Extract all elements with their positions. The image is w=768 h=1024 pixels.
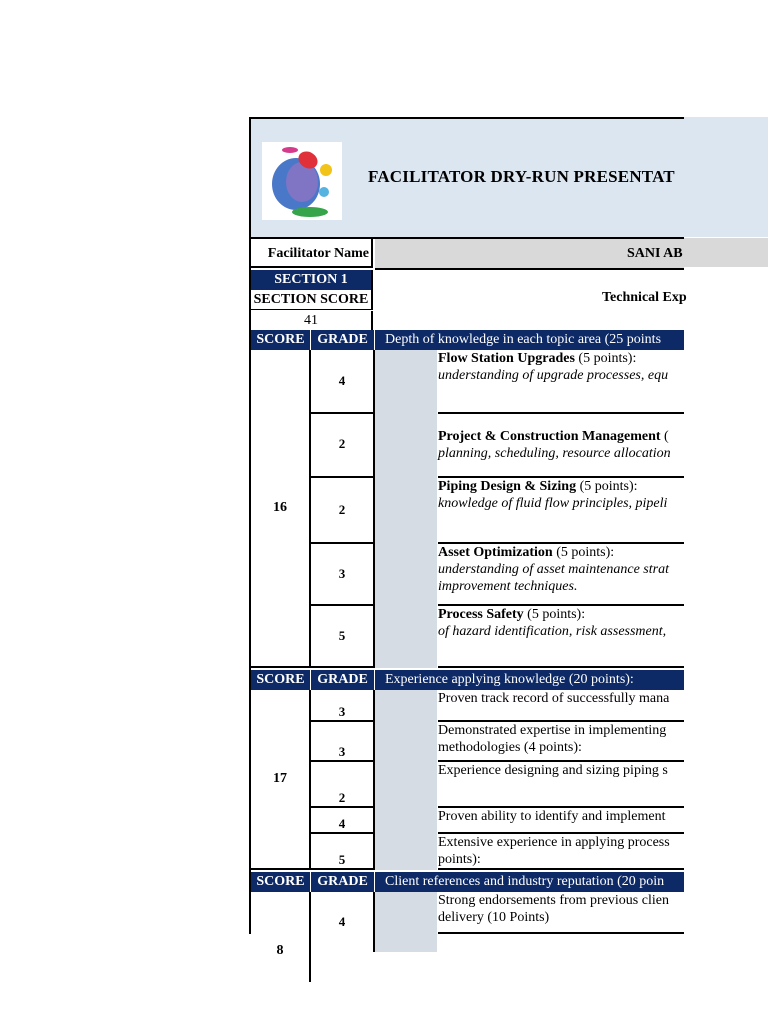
section-header: SECTION 1 [251, 270, 373, 290]
criterion-points: (5 points): [552, 545, 615, 560]
section-score-value: 41 [251, 311, 373, 330]
grade-cell: 4 [311, 350, 375, 414]
facilitator-name-cell [375, 239, 684, 270]
criterion-description: planning, scheduling, resource allocation [438, 446, 671, 461]
criterion-item [438, 544, 684, 606]
criterion-text: Demonstrated expertise in implementing [438, 723, 667, 738]
grade-cell: 5 [311, 606, 375, 668]
grey-column [375, 350, 437, 668]
grey-column [375, 690, 437, 870]
section-category-cell [375, 270, 687, 330]
criterion-description: of hazard identification, risk assessment, [438, 624, 667, 639]
grade-cell: 5 [311, 834, 375, 870]
criterion-item [438, 414, 684, 478]
scoresheet-document [249, 117, 687, 958]
criterion-name: Piping Design & Sizing [438, 479, 577, 494]
group-title: Depth of knowledge in each topic area (25 points [385, 332, 662, 347]
criterion-points: (5 points): [574, 351, 637, 366]
facilitator-name-value: SANI AB [627, 246, 683, 261]
criterion-text-cont: delivery (10 Points) [438, 910, 550, 925]
grade-cell: 2 [311, 414, 375, 478]
group-score: 16 [251, 350, 311, 668]
criterion-item [438, 762, 684, 808]
criterion-text: Proven track record of successfully mana [438, 691, 670, 706]
name-band-extension [682, 238, 768, 267]
grey-column [375, 892, 437, 952]
group-title: Experience applying knowledge (20 points): [385, 672, 634, 687]
criterion-name: Flow Station Upgrades [438, 351, 575, 366]
criterion-item [438, 690, 684, 722]
grade-cell: 3 [311, 722, 375, 762]
criterion-item [438, 350, 684, 414]
score-column-header: SCORE [251, 872, 311, 892]
grade-cell: 4 [311, 892, 375, 952]
grade-cell: 4 [311, 808, 375, 834]
criterion-text: Strong endorsements from previous clien [438, 893, 669, 908]
group-header-bar [251, 872, 684, 892]
document-title: FACILITATOR DRY-RUN PRESENTAT [368, 167, 675, 186]
grade-cell: 3 [311, 544, 375, 606]
criterion-name: Project & Construction Management [438, 429, 661, 444]
criterion-name: Process Safety [438, 607, 524, 622]
criterion-points: (5 points): [576, 479, 638, 494]
criterion-item [438, 478, 684, 544]
grade-column-header: GRADE [311, 670, 375, 690]
group-header-bar [251, 670, 684, 690]
group-score: 8 [251, 892, 311, 982]
criterion-description-cont: improvement techniques. [438, 579, 578, 594]
header-band-extension [682, 117, 768, 237]
criterion-points: (5 points): [523, 607, 586, 622]
section-score-label: SECTION SCORE [251, 290, 373, 310]
grade-cell: 2 [311, 762, 375, 808]
criterion-item [438, 834, 684, 870]
facilitator-name-label: Facilitator Name [251, 239, 373, 268]
criterion-text-cont: points): [438, 852, 481, 867]
criterion-description: understanding of asset maintenance strat [438, 562, 669, 577]
group-title: Client references and industry reputation (20 poin [385, 874, 665, 889]
score-column-header: SCORE [251, 330, 311, 350]
group-header-bar [251, 330, 684, 350]
criterion-name: Asset Optimization [438, 545, 553, 560]
grade-cell: 2 [311, 478, 375, 544]
score-column-header: SCORE [251, 670, 311, 690]
criterion-text: Extensive experience in applying process [438, 835, 670, 850]
criterion-points: ( [660, 429, 669, 444]
grade-cell: 3 [311, 690, 375, 722]
criterion-description: knowledge of fluid flow principles, pipeli [438, 496, 668, 511]
grade-column-header: GRADE [311, 872, 375, 892]
criterion-text-cont: methodologies (4 points): [438, 740, 582, 755]
criterion-item [438, 606, 684, 668]
criterion-text: Proven ability to identify and implement [438, 809, 666, 824]
criterion-item [438, 892, 684, 934]
criterion-text: Experience designing and sizing piping s [438, 763, 668, 778]
section-category: Technical Exp [602, 290, 687, 305]
company-logo [262, 142, 342, 220]
grade-column-header: GRADE [311, 330, 375, 350]
group-score: 17 [251, 690, 311, 870]
criterion-item [438, 808, 684, 834]
criterion-description: understanding of upgrade processes, equ [438, 368, 669, 383]
criterion-item [438, 722, 684, 762]
